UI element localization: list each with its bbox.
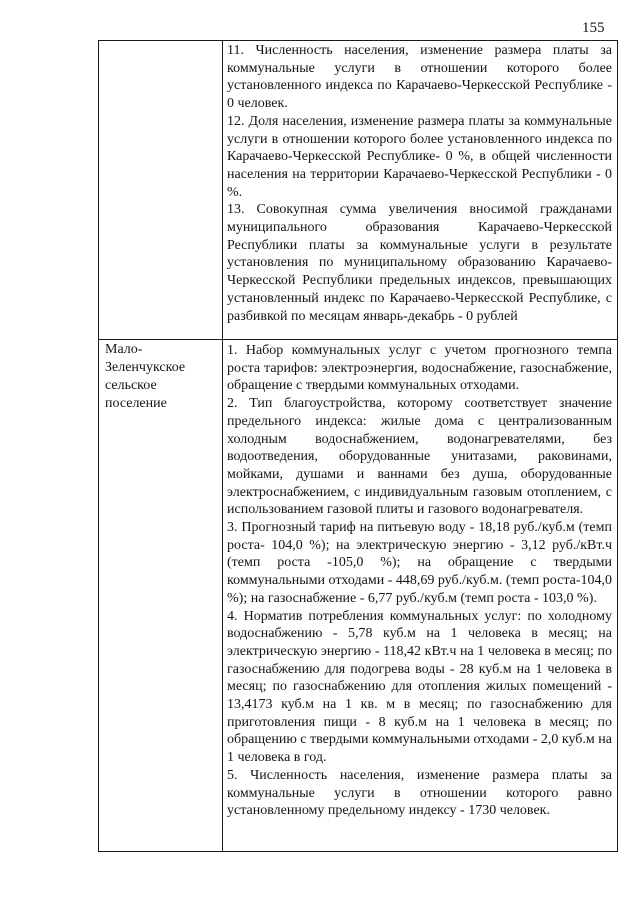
indicator-paragraph: 3. Прогнозный тариф на питьевую воду - 18,18 руб./куб.м (темп роста- 104,0 %); на электрическую энергию - 3,12 руб./кВт.ч (темп роста -105,0 %); на обращение с твердыми коммунальными отходами - 448,69 руб./куб.м. (темп роста-104,0 %); на газоснабжение - 6,77 руб./куб.м (темп роста - 103,0 %). — [227, 520, 612, 606]
indices-table — [98, 40, 618, 852]
indicators-cell — [227, 42, 612, 325]
settlement-name-line: поселение — [105, 396, 167, 411]
indicator-paragraph: 13. Совокупная сумма увеличения вносимой гражданами муниципального образования Карачаево-Черкесской Республики платы за коммунальные услуги в результате установления по муниципальному образованию Карачаево-Черкесской Республики предельных индексов, превышающих установленный индекс по Карачаево-Черкесской Республике, с разбивкой по месяцам январь-декабрь - 0 рублей — [227, 202, 612, 324]
indicator-paragraph: 12. Доля населения, изменение размера платы за коммунальные услуги в отношении которого более установленного индекса по Карачаево-Черкесской Республике- 0 %, в общей численности населения на территории Карачаево-Черкесской Республики - 0 %. — [227, 113, 612, 200]
column-divider — [222, 339, 223, 851]
indicator-paragraph: 11. Численность населения, изменение размера платы за коммунальные услуги в отношении которого более установленного индекса по Карачаево-Черкесской Республике - 0 человек. — [227, 43, 612, 112]
indicator-paragraph: 4. Норматив потребления коммунальных услуг: по холодному водоснабжению - 5,78 куб.м на 1 человека в месяц; на электрическую энергию - 118,42 кВт.ч на 1 человека в месяц; по газоснабжению для подогрева воды - 28 куб.м на 1 человека в месяц; по газоснабжению для отопления жилых помещений - 13,4173 куб.м на 1 кв. м в месяц; по газоснабжению для приготовления пищи - 8 куб.м на 1 человека в месяц; по обращению с твердыми коммунальными отходами - 2,0 куб.м на 1 человека в год. — [227, 608, 612, 766]
indicator-paragraph: 5. Численность населения, изменение размера платы за коммунальные услуги в отношении которого равно установленному предельному индексу - 1730 человек. — [227, 767, 612, 819]
indicator-paragraph: 1. Набор коммунальных услуг с учетом прогнозного темпа роста тарифов: электроэнергия, водоснабжение, газоснабжение, обращение с твердыми коммунальных отходами. — [227, 343, 612, 394]
settlement-name-line: сельское — [105, 378, 157, 393]
column-divider — [222, 41, 223, 339]
settlement-name-cell — [105, 341, 217, 413]
table-row — [99, 339, 617, 851]
settlement-name-line: Зеленчукское — [105, 360, 186, 375]
table-row — [99, 41, 617, 340]
indicators-cell — [227, 342, 612, 820]
page-number: 155 — [582, 20, 605, 36]
settlement-name-line: Мало- — [105, 342, 143, 357]
indicator-paragraph: 2. Тип благоустройства, которому соответствует значение предельного индекса: жилые дома с централизованным холодным водоснабжением, водонагревателями, без водоотведения, оборудованные унитазами, раковинами, мойками, душами и ваннами без душа, оборудованные электроснабжением, с индивидуальным газовым отоплением, с использованием газовой плиты и газового водонагревателя. — [227, 396, 612, 518]
